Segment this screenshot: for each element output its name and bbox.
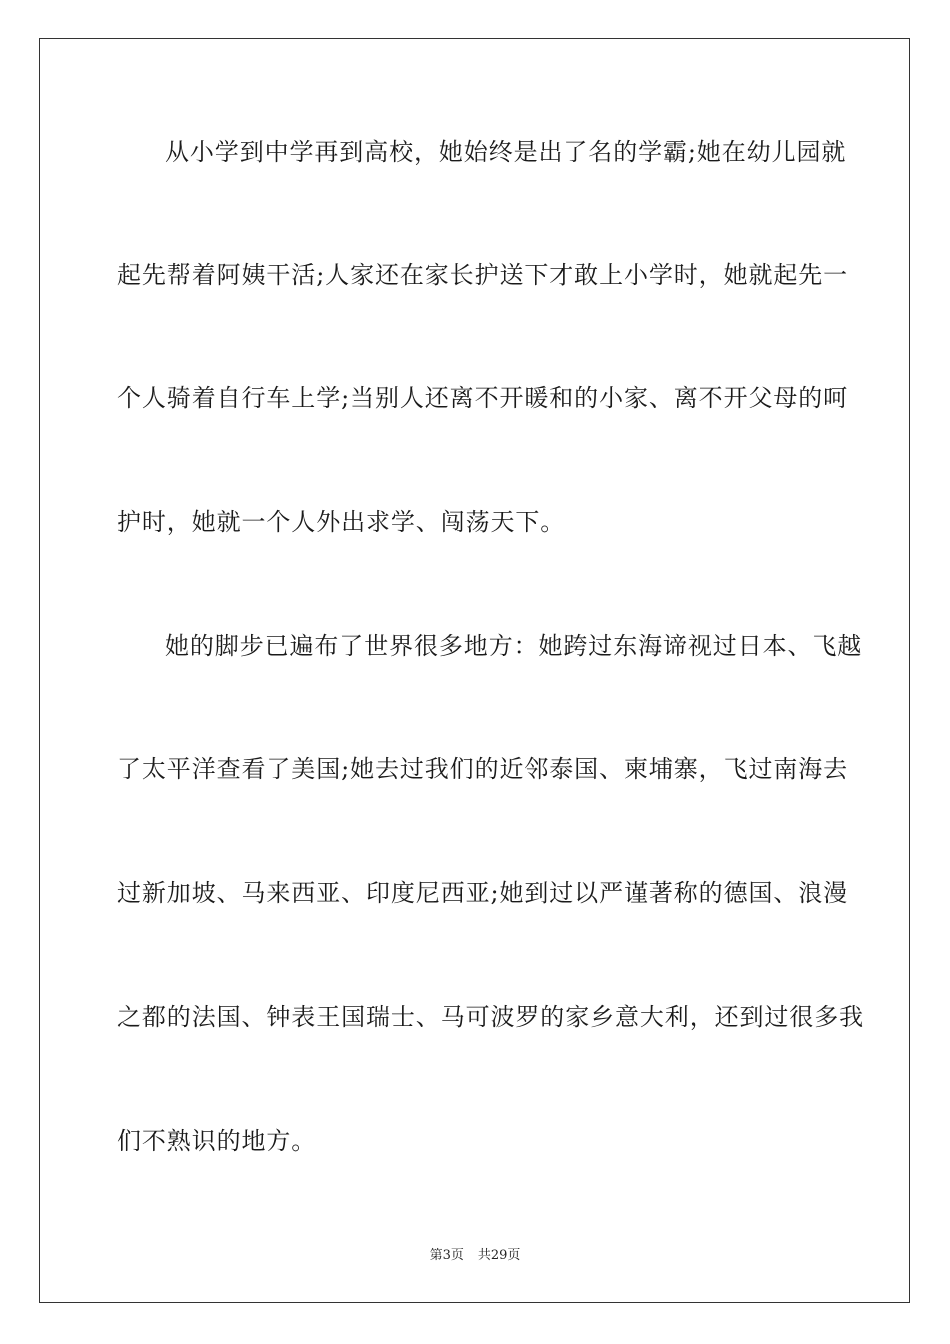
paragraph-2-line-4: 之都的法国、钟表王国瑞士、马可波罗的家乡意大利，还到过很多我 xyxy=(117,1003,864,1031)
paragraph-1-line-1: 从小学到中学再到高校，她始终是出了名的学霸;她在幼儿园就 xyxy=(165,138,847,166)
paragraph-1-line-4: 护时，她就一个人外出求学、闯荡天下。 xyxy=(117,508,566,536)
page-number: 第3页 xyxy=(429,1248,464,1263)
page-border xyxy=(39,38,910,1303)
paragraph-2-line-2: 了太平洋查看了美国;她去过我们的近邻泰国、柬埔寨，飞过南海去 xyxy=(117,755,849,783)
paragraph-1-line-2: 起先帮着阿姨干活;人家还在家长护送下才敢上小学时，她就起先一 xyxy=(117,261,849,289)
paragraph-2-line-5: 们不熟识的地方。 xyxy=(117,1127,317,1155)
paragraph-2-line-3: 过新加坡、马来西亚、印度尼西亚;她到过以严谨著称的德国、浪漫 xyxy=(117,879,849,907)
paragraph-2-line-1: 她的脚步已遍布了世界很多地方：她跨过东海谛视过日本、飞越 xyxy=(165,632,863,660)
page-total: 共29页 xyxy=(477,1248,521,1263)
page-footer xyxy=(0,1247,950,1265)
paragraph-1-line-3: 个人骑着自行车上学;当别人还离不开暖和的小家、离不开父母的呵 xyxy=(117,384,849,412)
